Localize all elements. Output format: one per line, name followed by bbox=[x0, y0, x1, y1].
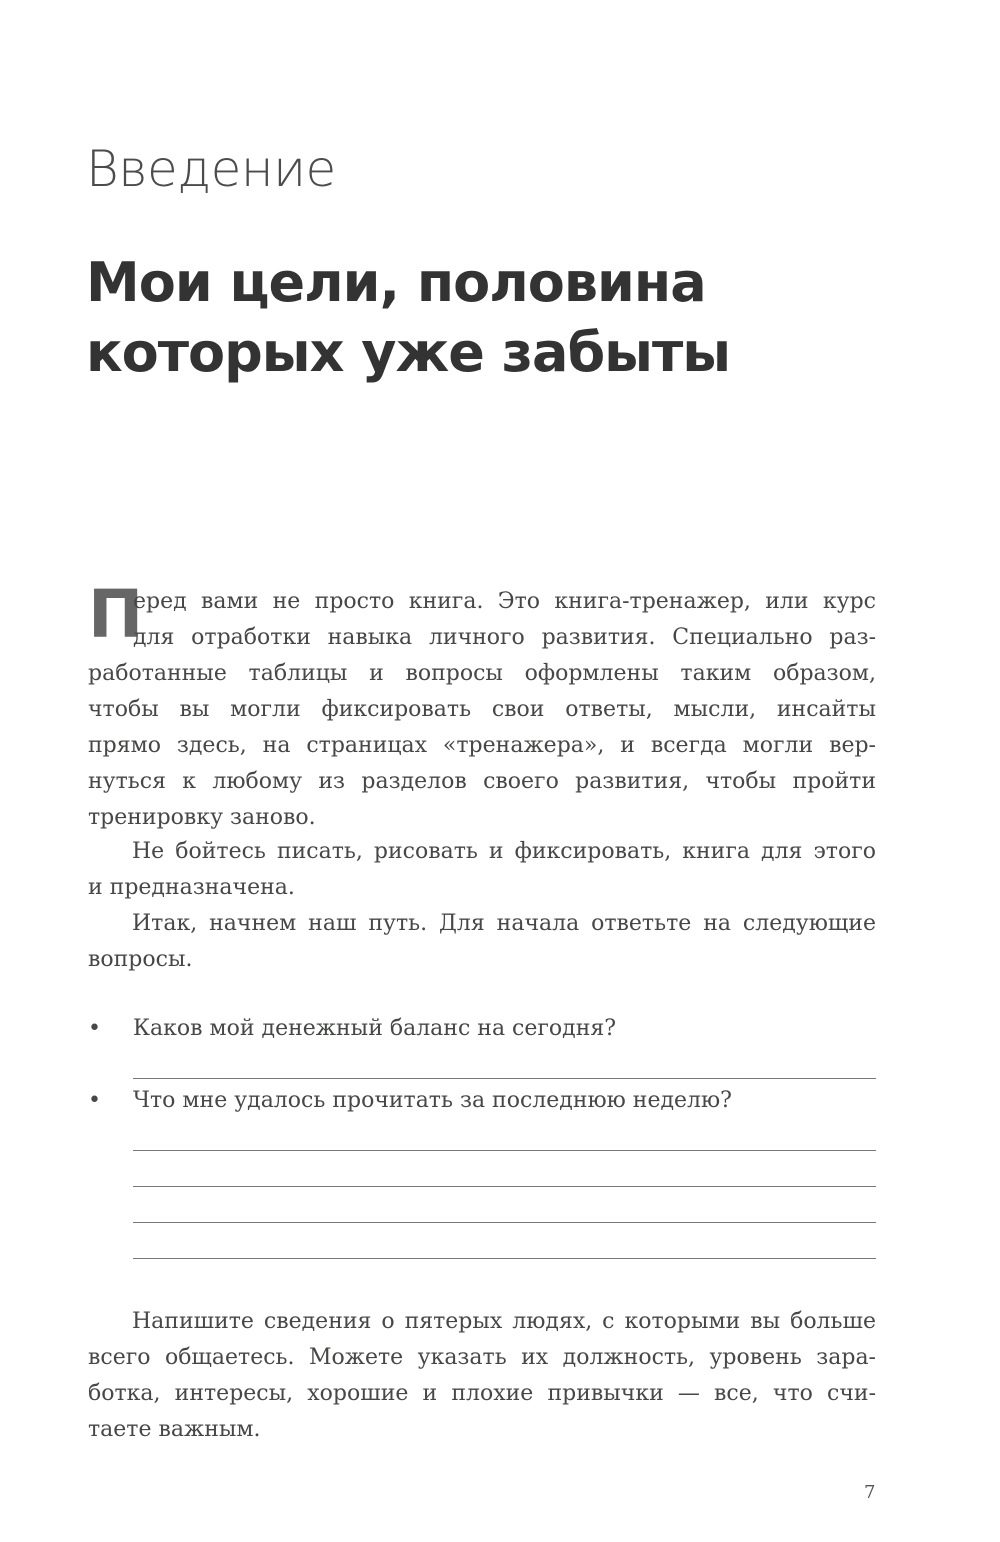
paragraph-intro bbox=[88, 576, 876, 836]
drop-cap: П bbox=[88, 576, 144, 653]
text-line: ботка, интересы, хорошие и плохие привычки — все, что счи- bbox=[88, 1381, 876, 1406]
question-text: Что мне удалось прочитать за последнюю неделю? bbox=[133, 1088, 732, 1113]
text-line: Итак, начнем наш путь. Для начала ответьте на следующие bbox=[132, 911, 876, 936]
answer-line[interactable] bbox=[133, 1078, 876, 1079]
paragraph-five-people bbox=[88, 1304, 876, 1448]
text-line: тренировку заново. bbox=[88, 805, 316, 830]
answer-line[interactable] bbox=[133, 1186, 876, 1187]
text-line: всего общаетесь. Можете указать их должность, уровень зара- bbox=[88, 1345, 876, 1370]
text-line: таете важным. bbox=[88, 1417, 261, 1442]
answer-line[interactable] bbox=[133, 1258, 876, 1259]
text-line: Не бойтесь писать, рисовать и фиксировать, книга для этого bbox=[132, 839, 876, 864]
chapter-heading: Введение bbox=[86, 140, 336, 198]
text-line: прямо здесь, на страницах «тренажера», и всегда могли вер- bbox=[88, 733, 876, 758]
title-line: Мои цели, половина bbox=[86, 251, 706, 314]
text-line: для отработки навыка личного развития. Специально раз- bbox=[133, 625, 876, 650]
text-line: вопросы. bbox=[88, 947, 193, 972]
text-line: нуться к любому из разделов своего развития, чтобы пройти bbox=[88, 769, 876, 794]
question-text: Каков мой денежный баланс на сегодня? bbox=[133, 1016, 617, 1041]
paragraph-lets-start bbox=[88, 906, 876, 978]
text-line: еред вами не просто книга. Это книга-тренажер, или курс bbox=[133, 589, 876, 614]
answer-line[interactable] bbox=[133, 1222, 876, 1223]
answer-line[interactable] bbox=[133, 1150, 876, 1151]
bullet-icon: • bbox=[88, 1016, 101, 1041]
paragraph-dont-fear bbox=[88, 834, 876, 906]
bullet-icon: • bbox=[88, 1088, 101, 1113]
page-number: 7 bbox=[864, 1482, 876, 1503]
text-line: Напишите сведения о пятерых людях, с которыми вы больше bbox=[132, 1309, 876, 1334]
text-line: чтобы вы могли фиксировать свои ответы, мысли, инсайты bbox=[88, 697, 876, 722]
chapter-title bbox=[86, 248, 730, 388]
title-line: которых уже забыты bbox=[86, 321, 731, 384]
text-line: работанные таблицы и вопросы оформлены таким образом, bbox=[88, 661, 876, 686]
text-line: и предназначена. bbox=[88, 875, 295, 900]
